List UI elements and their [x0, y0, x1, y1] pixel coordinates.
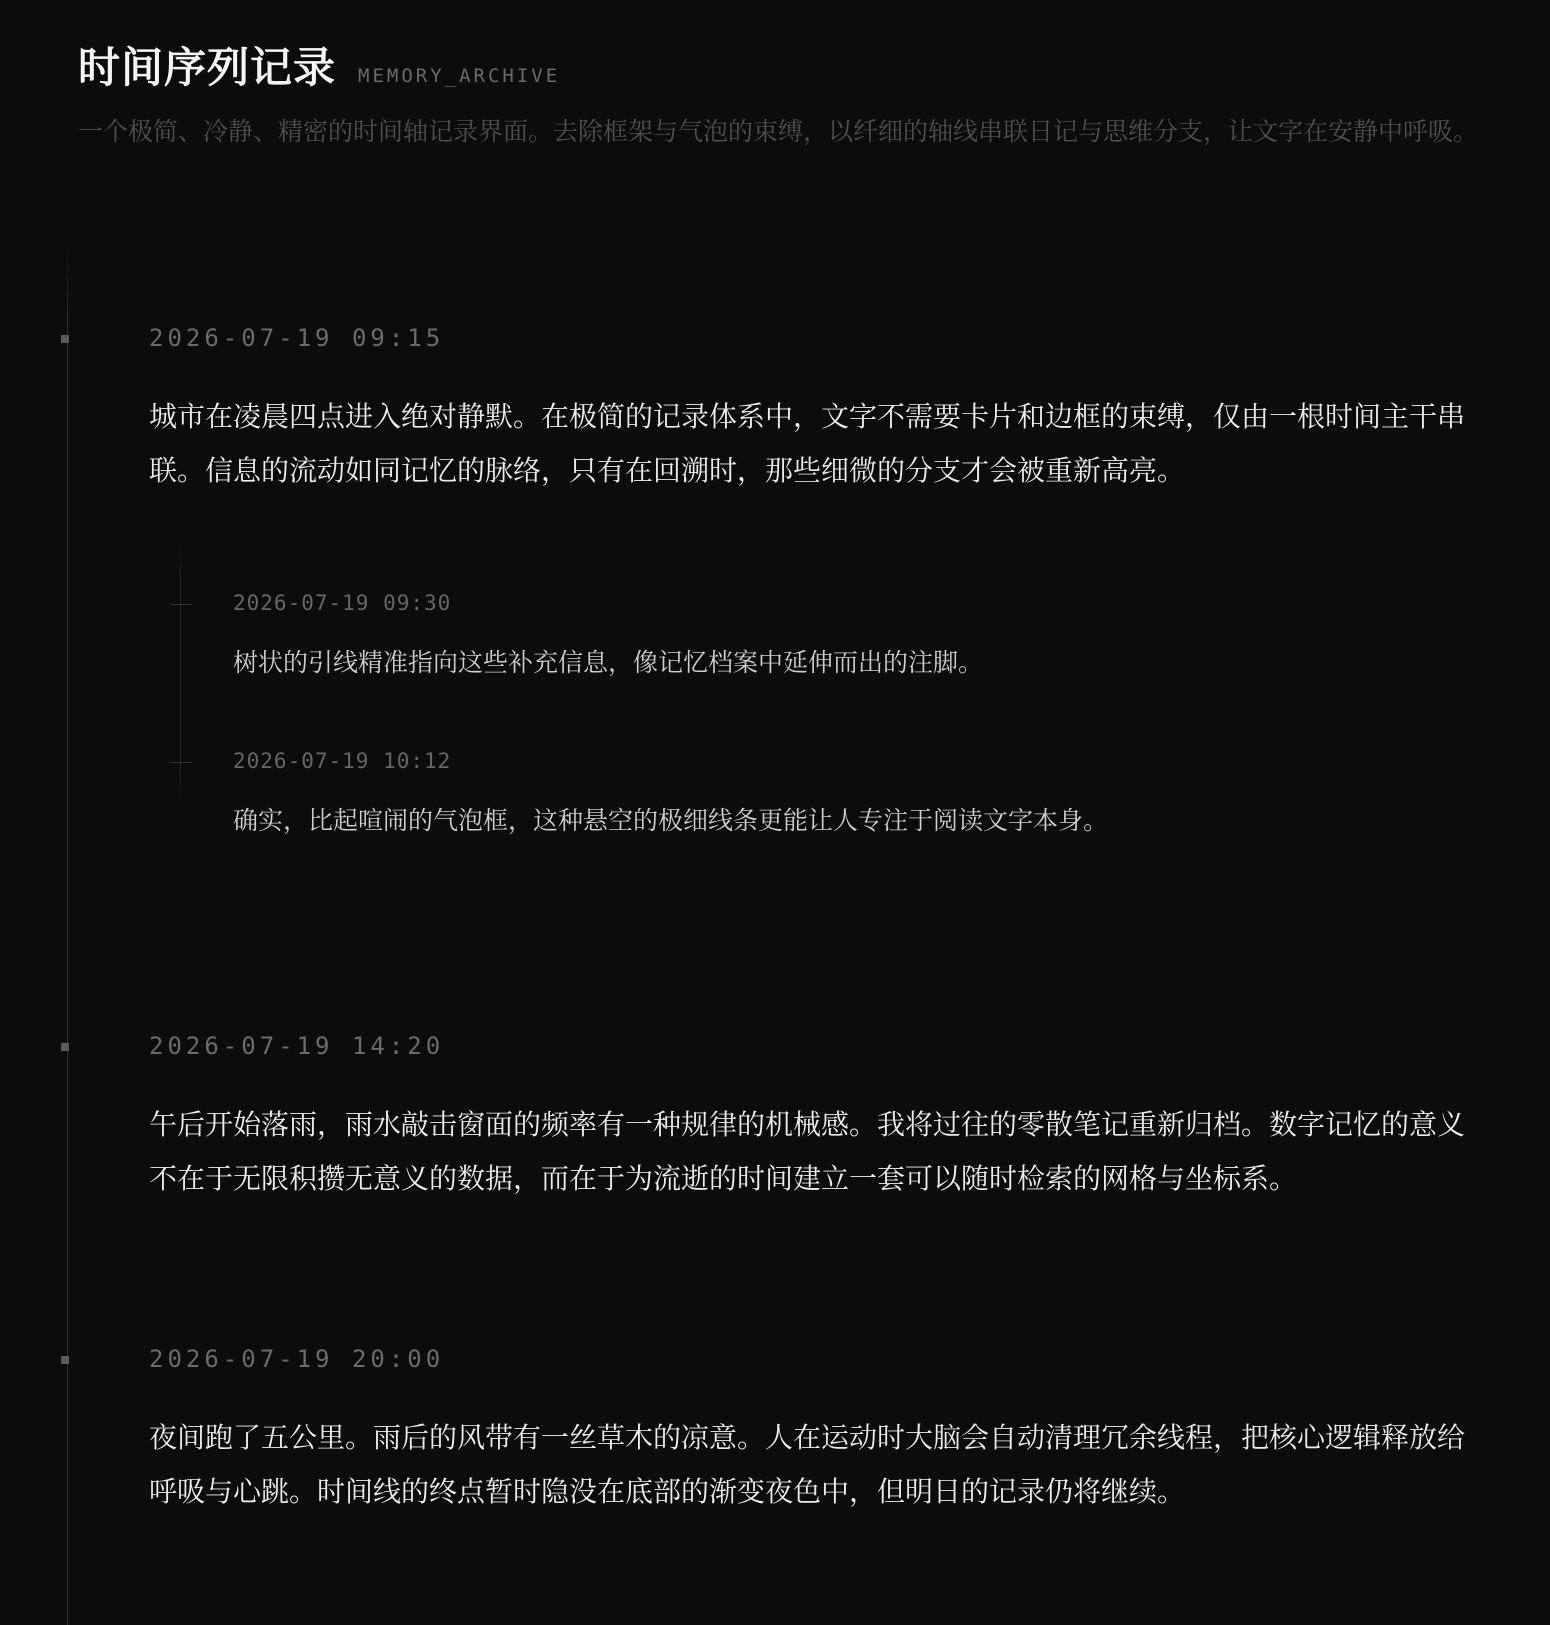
- page-subtitle: 一个极简、冷静、精密的时间轴记录界面。去除框架与气泡的束缚，以纤细的轴线串联日记与思维分支，让文字在安静中呼吸。: [78, 117, 1479, 146]
- page-title: 时间序列记录: [78, 43, 337, 92]
- entry-text: 夜间跑了五公里。雨后的风带有一丝草木的凉意。人在运动时大脑会自动清理冗余线程，把核心逻辑释放给呼吸与心跳。时间线的终点暂时隐没在底部的渐变夜色中，但明日的记录仍将继续。: [149, 1421, 1466, 1508]
- entry-text: 午后开始落雨，雨水敲击窗面的频率有一种规律的机械感。我将过往的零散笔记重新归档。数字记忆的意义不在于无限积攒无意义的数据，而在于为流逝的时间建立一套可以随时检索的网格与坐标系。: [149, 1108, 1466, 1195]
- branch-tick: [170, 762, 192, 763]
- timeline-entry: [149, 1030, 1489, 1206]
- reply-text: 树状的引线精准指向这些补充信息，像记忆档案中延伸而出的注脚。: [233, 648, 984, 677]
- reply-timestamp: 2026-07-19 10:12: [233, 749, 452, 773]
- timeline-entry: [149, 1343, 1489, 1519]
- archive-tag: MEMORY_ARCHIVE: [358, 65, 561, 87]
- entry-timestamp: 2026-07-19 14:20: [149, 1032, 445, 1060]
- title-row: [78, 40, 1488, 96]
- entry-timestamp: 2026-07-19 20:00: [149, 1345, 445, 1373]
- timeline-node: [61, 1356, 69, 1364]
- timeline-node: [61, 335, 69, 343]
- page-header: [78, 40, 1488, 153]
- timeline-node: [61, 1043, 69, 1051]
- reply-text: 确实，比起喧闹的气泡框，这种悬空的极细线条更能让人专注于阅读文字本身。: [233, 806, 1109, 835]
- entry-timestamp: 2026-07-19 09:15: [149, 324, 445, 352]
- branch-tick: [170, 604, 192, 605]
- timeline-entry: [149, 322, 1489, 498]
- entry-text: 城市在凌晨四点进入绝对静默。在极简的记录体系中，文字不需要卡片和边框的束缚，仅由一根时间主干串联。信息的流动如同记忆的脉络，只有在回溯时，那些细微的分支才会被重新高亮。: [149, 400, 1466, 487]
- timeline-axis: [67, 245, 68, 1625]
- reply-timestamp: 2026-07-19 09:30: [233, 591, 452, 615]
